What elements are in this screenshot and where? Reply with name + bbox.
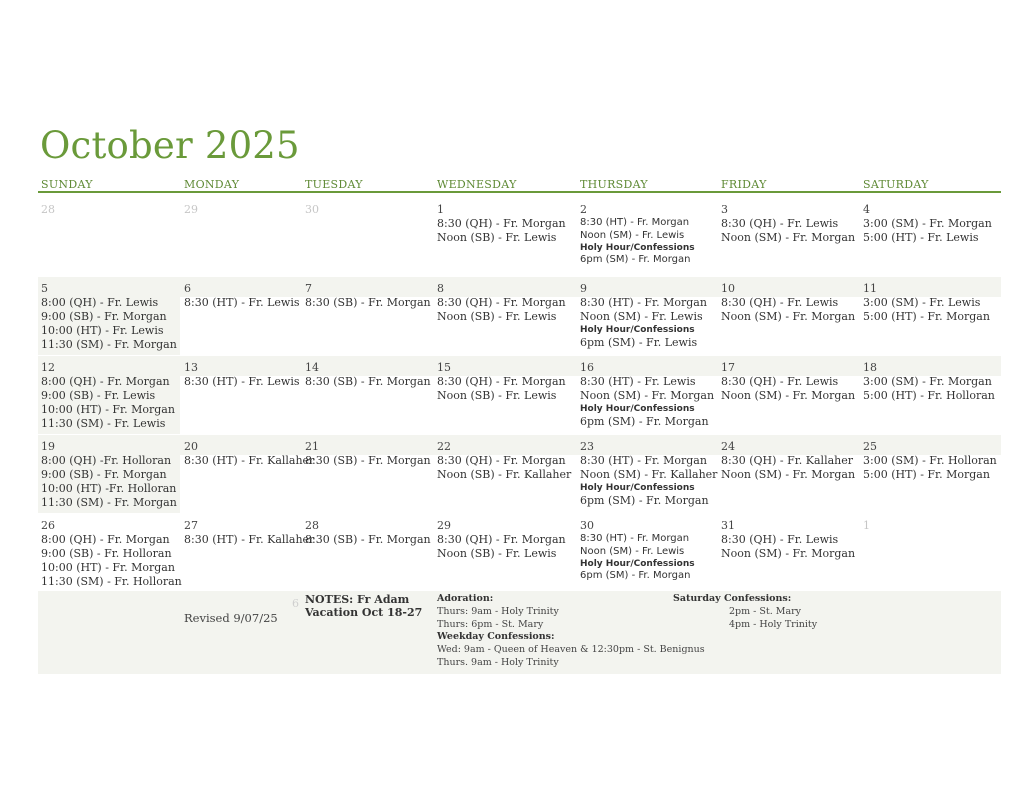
day-cell bbox=[863, 361, 995, 403]
day-number: 12 bbox=[41, 361, 55, 374]
holy-hour-label: Holy Hour/Confessions bbox=[580, 404, 695, 414]
mass-entry: 11:30 (SM) - Fr. Holloran bbox=[41, 575, 182, 588]
day-cell bbox=[437, 440, 571, 482]
day-cell bbox=[305, 282, 431, 310]
day-number: 7 bbox=[305, 282, 312, 295]
mass-entry: 11:30 (SM) - Fr. Lewis bbox=[41, 417, 166, 430]
day-number: 15 bbox=[437, 361, 451, 374]
mass-entry: 10:00 (HT) - Fr. Morgan bbox=[41, 403, 175, 416]
day-number: 28 bbox=[305, 519, 319, 532]
day-number: 28 bbox=[41, 203, 55, 216]
day-number: 26 bbox=[41, 519, 55, 532]
page-title: October 2025 bbox=[40, 124, 300, 167]
day-number: 30 bbox=[580, 519, 594, 532]
mass-entry: Noon (SM) - Fr. Morgan bbox=[721, 547, 856, 560]
mass-entry: 8:00 (QH) -Fr. Holloran bbox=[41, 454, 172, 467]
day-number: 30 bbox=[305, 203, 319, 216]
mass-entry: 10:00 (HT) -Fr. Holloran bbox=[41, 482, 177, 495]
mass-entry: 8:00 (QH) - Fr. Morgan bbox=[41, 533, 170, 546]
mass-entry: 8:30 (SB) - Fr. Morgan bbox=[305, 454, 431, 467]
day-cell bbox=[305, 203, 319, 217]
adoration-line-1: Thurs: 9am - Holy Trinity bbox=[437, 605, 559, 617]
day-number: 8 bbox=[437, 282, 444, 295]
mass-entry: 8:30 (QH) - Fr. Kallaher bbox=[721, 454, 853, 467]
day-cell bbox=[184, 203, 198, 217]
mass-entry: 5:00 (HT) - Fr. Lewis bbox=[863, 231, 979, 244]
mass-entry: 8:30 (QH) - Fr. Lewis bbox=[721, 375, 839, 388]
mass-entry: 8:30 (HT) - Fr. Kallaher bbox=[184, 454, 315, 467]
day-number: 29 bbox=[437, 519, 451, 532]
day-number: 23 bbox=[580, 440, 594, 453]
day-number: 21 bbox=[305, 440, 319, 453]
day-cell bbox=[437, 519, 566, 561]
mass-entry: Noon (SM) - Fr. Morgan bbox=[721, 468, 856, 481]
day-cell bbox=[580, 282, 707, 350]
day-number: 25 bbox=[863, 440, 877, 453]
faded-number: 6 bbox=[292, 597, 299, 610]
mass-entry: Noon (SM) - Fr. Lewis bbox=[580, 545, 685, 557]
day-number: 1 bbox=[863, 519, 870, 532]
day-cell bbox=[305, 361, 431, 389]
saturday-title: Saturday Confessions: bbox=[673, 593, 792, 604]
day-cell bbox=[184, 519, 314, 547]
mass-entry: 8:30 (HT) - Fr. Lewis bbox=[184, 296, 300, 309]
day-number: 9 bbox=[580, 282, 587, 295]
day-cell bbox=[437, 203, 566, 245]
weekday-header-friday: FRIDAY bbox=[721, 178, 767, 191]
mass-entry: 8:30 (HT) - Fr. Morgan bbox=[580, 217, 690, 228]
mass-entry: 8:30 (HT) - Fr. Lewis bbox=[580, 375, 696, 388]
mass-entry: Noon (SB) - Fr. Kallaher bbox=[437, 468, 572, 481]
header-rule bbox=[38, 191, 1001, 193]
holy-hour-label: Holy Hour/Confessions bbox=[580, 483, 695, 493]
mass-entry: Noon (SB) - Fr. Lewis bbox=[437, 547, 557, 560]
day-number: 27 bbox=[184, 519, 198, 532]
mass-entry: Noon (SB) - Fr. Lewis bbox=[437, 231, 557, 244]
mass-entry: 8:30 (QH) - Fr. Lewis bbox=[721, 296, 839, 309]
day-number: 20 bbox=[184, 440, 198, 453]
mass-entry: 5:00 (HT) - Fr. Morgan bbox=[863, 468, 990, 481]
day-number: 22 bbox=[437, 440, 451, 453]
mass-entry: 6pm (SM) - Fr. Morgan bbox=[580, 494, 709, 507]
day-cell bbox=[41, 440, 177, 510]
day-number: 16 bbox=[580, 361, 594, 374]
weekday-header-sunday: SUNDAY bbox=[41, 178, 93, 191]
day-cell bbox=[41, 282, 177, 352]
holy-hour-label: Holy Hour/Confessions bbox=[580, 243, 695, 253]
saturday-line-2: 4pm - Holy Trinity bbox=[729, 618, 818, 630]
mass-entry: 8:30 (SB) - Fr. Morgan bbox=[305, 375, 431, 388]
mass-entry: 8:30 (HT) - Fr. Morgan bbox=[580, 533, 690, 544]
mass-entry: 9:00 (SB) - Fr. Morgan bbox=[41, 468, 167, 481]
day-cell bbox=[721, 361, 855, 403]
mass-entry: 6pm (SM) - Fr. Morgan bbox=[580, 415, 709, 428]
mass-entry: 8:30 (QH) - Fr. Morgan bbox=[437, 375, 566, 388]
weekday-header-thursday: THURSDAY bbox=[580, 178, 648, 191]
notes-line-2: Vacation Oct 18-27 bbox=[305, 606, 423, 619]
mass-entry: 8:30 (SB) - Fr. Morgan bbox=[305, 533, 431, 546]
mass-entry: 3:00 (SM) - Fr. Morgan bbox=[863, 217, 992, 230]
mass-entry: Noon (SM) - Fr. Kallaher bbox=[580, 468, 718, 481]
mass-entry: 5:00 (HT) - Fr. Holloran bbox=[863, 389, 995, 402]
day-cell bbox=[721, 440, 855, 482]
mass-entry: 11:30 (SM) - Fr. Morgan bbox=[41, 496, 177, 509]
day-cell bbox=[437, 282, 566, 324]
mass-entry: 8:30 (QH) - Fr. Morgan bbox=[437, 217, 566, 230]
mass-entry: 9:00 (SB) - Fr. Lewis bbox=[41, 389, 156, 402]
day-number: 13 bbox=[184, 361, 198, 374]
day-number: 11 bbox=[863, 282, 877, 295]
revised-note: Revised 9/07/25 bbox=[184, 611, 278, 625]
day-number: 14 bbox=[305, 361, 319, 374]
mass-entry: 8:30 (HT) - Fr. Morgan bbox=[580, 296, 707, 309]
day-cell bbox=[305, 519, 431, 547]
day-number: 18 bbox=[863, 361, 877, 374]
day-number: 29 bbox=[184, 203, 198, 216]
mass-entry: Noon (SM) - Fr. Lewis bbox=[580, 310, 703, 323]
day-cell bbox=[184, 361, 300, 389]
mass-entry: 9:00 (SB) - Fr. Holloran bbox=[41, 547, 172, 560]
day-cell bbox=[184, 440, 314, 468]
day-number: 1 bbox=[437, 203, 444, 216]
mass-entry: 8:00 (QH) - Fr. Morgan bbox=[41, 375, 170, 388]
day-cell bbox=[721, 519, 855, 561]
day-number: 6 bbox=[184, 282, 191, 295]
weekday-line-2: Thurs. 9am - Holy Trinity bbox=[437, 656, 559, 668]
mass-entry: 8:30 (HT) - Fr. Kallaher bbox=[184, 533, 315, 546]
mass-entry: 5:00 (HT) - Fr. Morgan bbox=[863, 310, 990, 323]
day-number: 2 bbox=[580, 203, 587, 216]
adoration-title: Adoration: bbox=[437, 593, 494, 604]
mass-entry: 8:30 (QH) - Fr. Morgan bbox=[437, 454, 566, 467]
mass-entry: Noon (SB) - Fr. Lewis bbox=[437, 389, 557, 402]
mass-entry: Noon (SM) - Fr. Lewis bbox=[580, 229, 685, 241]
day-number: 19 bbox=[41, 440, 55, 453]
mass-entry: 8:30 (SB) - Fr. Morgan bbox=[305, 296, 431, 309]
holy-hour-label: Holy Hour/Confessions bbox=[580, 325, 695, 335]
mass-entry: 8:30 (HT) - Fr. Morgan bbox=[580, 454, 707, 467]
mass-entry: 3:00 (SM) - Fr. Morgan bbox=[863, 375, 992, 388]
weekday-title: Weekday Confessions: bbox=[437, 631, 555, 643]
mass-entry: 3:00 (SM) - Fr. Holloran bbox=[863, 454, 997, 467]
day-cell bbox=[580, 203, 695, 267]
mass-entry: 3:00 (SM) - Fr. Lewis bbox=[863, 296, 981, 309]
saturday-confessions bbox=[673, 593, 817, 631]
mass-entry: 6pm (SM) - Fr. Lewis bbox=[580, 336, 698, 349]
mass-entry: 6pm (SM) - Fr. Morgan bbox=[580, 570, 691, 581]
mass-entry: Noon (SM) - Fr. Morgan bbox=[721, 310, 856, 323]
weekday-line-1: Wed: 9am - Queen of Heaven & 12:30pm - St. Benignus bbox=[437, 644, 705, 656]
mass-entry: 10:00 (HT) - Fr. Morgan bbox=[41, 561, 175, 574]
mass-entry: 8:30 (QH) - Fr. Lewis bbox=[721, 217, 839, 230]
day-number: 10 bbox=[721, 282, 735, 295]
day-cell bbox=[305, 440, 431, 468]
weekday-header-saturday: SATURDAY bbox=[863, 178, 929, 191]
mass-entry: 8:30 (QH) - Fr. Morgan bbox=[437, 296, 566, 309]
mass-entry: Noon (SM) - Fr. Morgan bbox=[721, 231, 856, 244]
day-cell bbox=[41, 519, 182, 589]
day-cell bbox=[721, 203, 855, 245]
day-cell bbox=[580, 361, 714, 429]
day-number: 4 bbox=[863, 203, 870, 216]
mass-entry: 8:30 (QH) - Fr. Lewis bbox=[721, 533, 839, 546]
day-cell bbox=[41, 361, 175, 431]
mass-entry: 9:00 (SB) - Fr. Morgan bbox=[41, 310, 167, 323]
mass-entry: 8:30 (HT) - Fr. Lewis bbox=[184, 375, 300, 388]
day-number: 17 bbox=[721, 361, 735, 374]
mass-entry: 8:30 (QH) - Fr. Morgan bbox=[437, 533, 566, 546]
saturday-line-1: 2pm - St. Mary bbox=[729, 605, 802, 617]
day-number: 3 bbox=[721, 203, 728, 216]
day-cell bbox=[863, 203, 992, 245]
mass-entry: 11:30 (SM) - Fr. Morgan bbox=[41, 338, 177, 351]
mass-entry: Noon (SM) - Fr. Morgan bbox=[721, 389, 856, 402]
day-cell bbox=[863, 440, 997, 482]
day-cell bbox=[863, 519, 870, 533]
day-number: 24 bbox=[721, 440, 735, 453]
weekday-header-wednesday: WEDNESDAY bbox=[437, 178, 517, 191]
adoration-section bbox=[437, 593, 705, 670]
day-number: 31 bbox=[721, 519, 735, 532]
mass-entry: Noon (SB) - Fr. Lewis bbox=[437, 310, 557, 323]
adoration-line-2: Thurs: 6pm - St. Mary bbox=[437, 618, 544, 630]
weekday-header-tuesday: TUESDAY bbox=[305, 178, 363, 191]
mass-entry: Noon (SM) - Fr. Morgan bbox=[580, 389, 715, 402]
notes-line-1: NOTES: Fr Adam bbox=[305, 593, 410, 606]
mass-entry: 8:00 (QH) - Fr. Lewis bbox=[41, 296, 159, 309]
day-cell bbox=[580, 519, 695, 583]
mass-entry: 6pm (SM) - Fr. Morgan bbox=[580, 254, 691, 265]
day-cell bbox=[863, 282, 990, 324]
day-cell bbox=[184, 282, 300, 310]
day-cell bbox=[580, 440, 717, 508]
day-cell bbox=[41, 203, 55, 217]
day-number: 5 bbox=[41, 282, 48, 295]
weekday-header-monday: MONDAY bbox=[184, 178, 240, 191]
holy-hour-label: Holy Hour/Confessions bbox=[580, 559, 695, 569]
mass-entry: 10:00 (HT) - Fr. Lewis bbox=[41, 324, 164, 337]
day-cell bbox=[721, 282, 855, 324]
day-cell bbox=[437, 361, 566, 403]
